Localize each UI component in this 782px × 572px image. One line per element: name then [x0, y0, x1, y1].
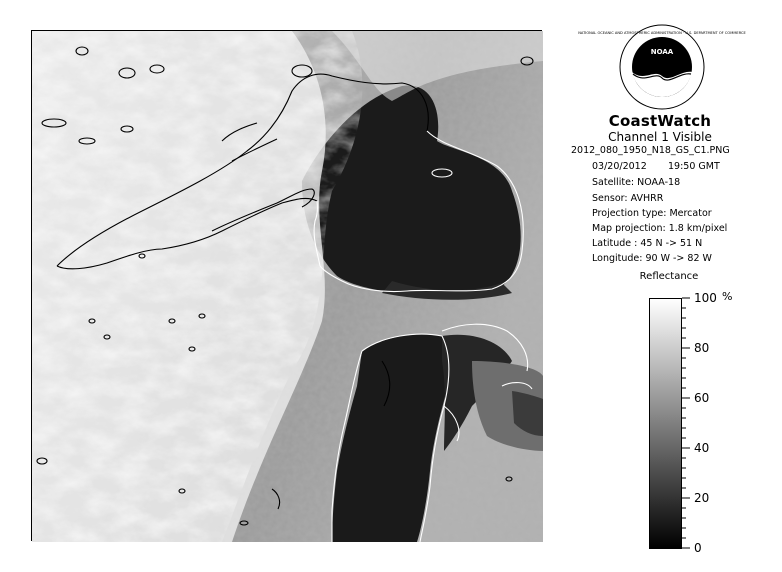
noaa-logo-icon: [578, 24, 746, 110]
logo-center-text: NOAA: [650, 48, 674, 56]
colorbar-ticks: [640, 290, 700, 555]
colorbar-tick-label: 40: [694, 441, 710, 455]
page-title: CoastWatch: [608, 112, 712, 130]
colorbar-unit: %: [722, 290, 733, 303]
filename-text: 2012_080_1950_N18_GS_C1.PNG: [571, 145, 730, 156]
satellite-imagery: [32, 31, 543, 542]
longitude-text: Longitude: 90 W -> 82 W: [592, 253, 712, 264]
logo-ring-text: NATIONAL OCEANIC AND ATMOSPHERIC ADMINISTRATION · U.S. DEPARTMENT OF COMMERCE: [578, 31, 746, 35]
colorbar-tick-label: 100: [694, 291, 717, 305]
colorbar-tick-label: 20: [694, 491, 710, 505]
colorbar-label: Reflectance: [639, 271, 699, 282]
satellite-text: Satellite: NOAA-18: [592, 177, 681, 188]
colorbar-tick-label: 60: [694, 391, 710, 405]
channel-subtitle: Channel 1 Visible: [608, 130, 712, 144]
latitude-text: Latitude : 45 N -> 51 N: [592, 238, 703, 249]
colorbar-tick-label: 80: [694, 341, 710, 355]
satellite-image: [31, 30, 542, 541]
map-projection-text: Map projection: 1.8 km/pixel: [592, 223, 728, 234]
sensor-text: Sensor: AVHRR: [592, 193, 664, 204]
projection-type-text: Projection type: Mercator: [592, 208, 712, 219]
date-text: 03/20/2012: [592, 161, 647, 172]
time-text: 19:50 GMT: [668, 161, 720, 172]
colorbar-tick-label: 0: [694, 541, 702, 555]
